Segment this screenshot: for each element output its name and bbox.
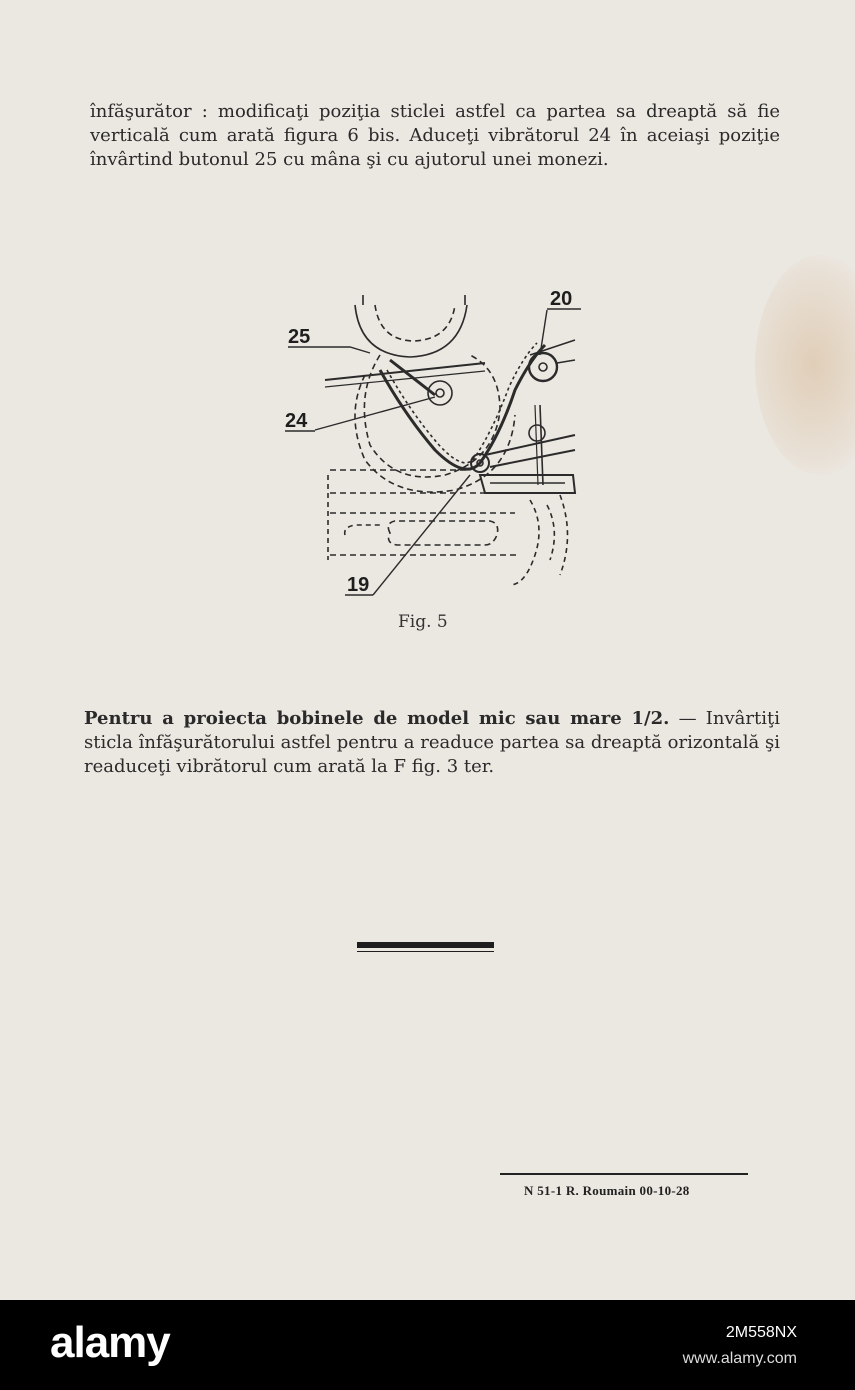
sewing-machine-diagram [285,285,585,605]
label-19: 19 [347,574,370,596]
paragraph-2-heading: Pentru a proiecta bobinele de model mic sau mare 1/2. [84,708,670,729]
alamy-logo: alamy [50,1318,170,1367]
pulley-20 [529,353,557,381]
figure-caption: Fig. 5 [398,612,448,632]
paragraph-2-body: — Invârtiţi sticla înfăşurătorului astfel pentru a readuce partea sa dreaptă orizontală şi readuceţi vibrătorul cum arată la F fig. 3 ter. [84,708,780,777]
upper-wheel-outline [355,305,467,357]
label-20: 20 [550,288,573,310]
footer-reference: N 51-1 R. Roumain 00-10-28 [524,1183,690,1198]
image-id-block [683,1320,797,1372]
leader-25 [323,347,370,353]
footer-rule [500,1173,748,1175]
paragraph-2 [84,707,780,779]
figure-5 [285,285,585,605]
upper-wheel-dashed [375,305,455,341]
section-divider [357,942,494,952]
label-24: 24 [285,410,308,432]
label-25: 25 [288,326,311,348]
paper-stain [755,255,855,475]
belt [380,345,545,469]
site-url: www.alamy.com [682,1350,797,1367]
image-id: 2M558NX [725,1324,797,1341]
paragraph-1: înfăşurător : modificaţi poziţia sticlei astfel ca partea sa dreaptă să fie verticală cum arată figura 6 bis. Aduceţi vibrătorul 24 în aceiaşi poziţie învârtind butonul 25 cu mâna şi cu ajutorul unei monezi. [90,101,780,170]
